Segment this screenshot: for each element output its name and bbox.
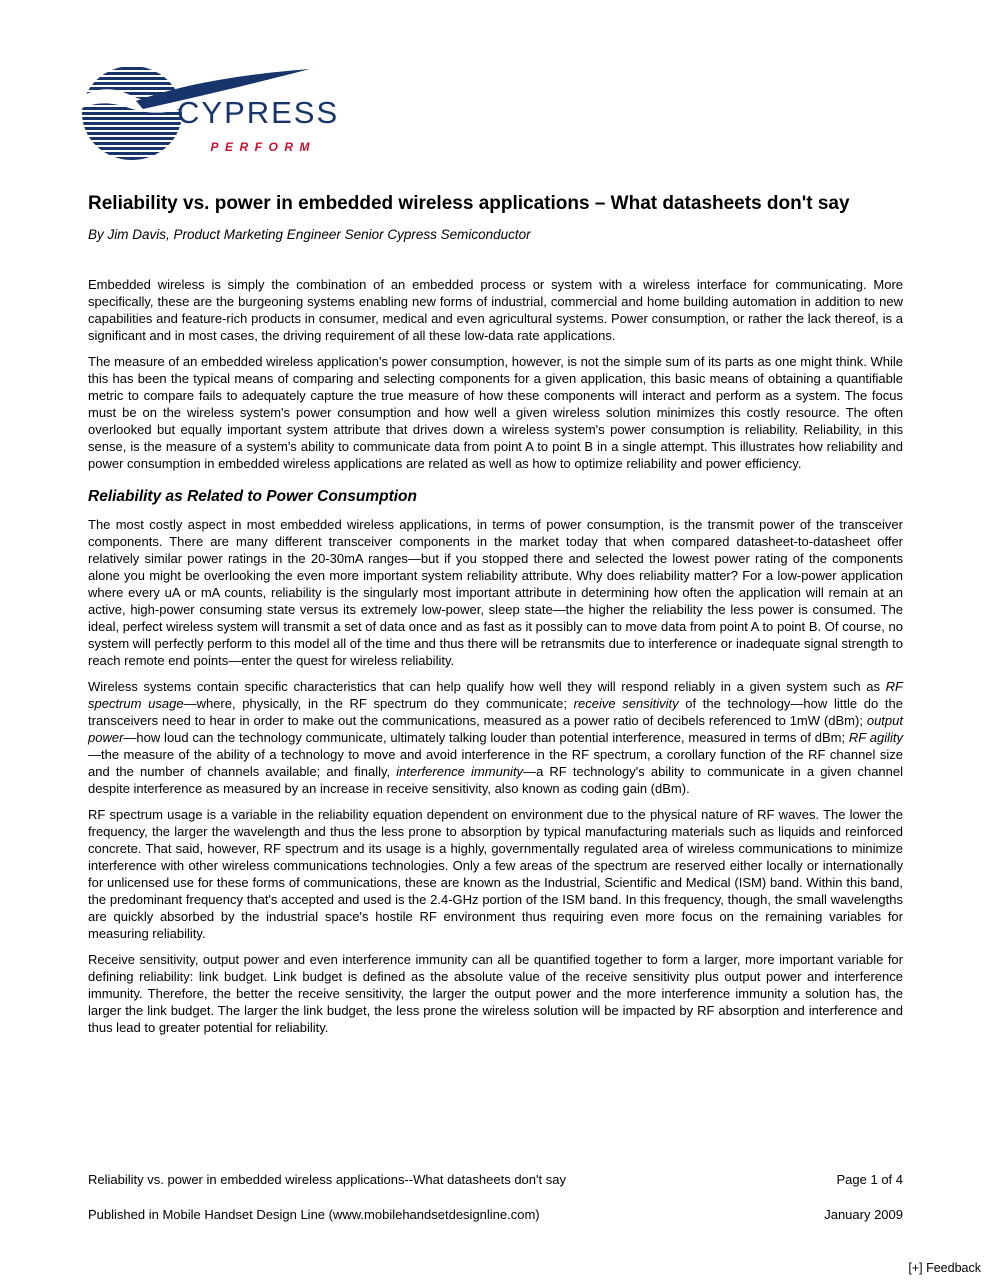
footer-doc-title: Reliability vs. power in embedded wireless applications--What datasheets don't say <box>88 1172 566 1187</box>
body-paragraph <box>88 276 903 344</box>
body-paragraph <box>88 353 903 472</box>
body-paragraph <box>88 951 903 1036</box>
paragraph-text: The measure of an embedded wireless application's power consumption, however, is not the simple sum of its parts as one might think. While this has been the typical means of comparing and selecting components for a given application, this basic means of obtaining a quantifiable metric to compare fails to adequately capture the true measure of how these components will interact and perform as a system. The focus must be on the wireless system's power consumption and how well a given wireless solution minimizes this costly resource. The often overlooked but equally important system attribute that drives down a wireless system's power consumption is reliability. Reliability, in this sense, is the measure of a system's ability to communicate data from point A to point B in a single attempt. This illustrates how reliability and power consumption in embedded wireless applications are related as well as how to optimize reliability and power efficiency. <box>88 354 903 471</box>
paragraph-text: of the technology—how little do the transceivers need to hear in order to make out the communications, measured as a power ratio of decibels referenced to 1mW (dBm); <box>88 696 903 728</box>
emphasized-term: receive sensitivity <box>573 696 679 711</box>
logo-brand-text: CYPRESS <box>177 95 340 130</box>
logo-tagline-text: PERFORM <box>210 140 316 154</box>
feedback-link[interactable]: [+] Feedback <box>908 1261 981 1275</box>
paragraph-text: —the measure of the ability of a technology to move and avoid interference in the RF spectrum, a corollary function of the RF channel size and the number of channels available; and finally, <box>88 747 903 779</box>
paragraph-text: The most costly aspect in most embedded wireless applications, in terms of power consumption, is the transmit power of the transceiver components. There are many different transceiver components in the market today that when compared datasheet-to-datasheet offer relatively similar power ratings in the 20-30mA ranges—but if you stopped there and selected the lowest power rating of the components alone you might be overlooking the even more important system reliability attribute. Why does reliability matter? For a low-power application where every uA or mA counts, reliability is the singularly most important attribute in determining how often the application will remain at an active, high-power consuming state versus its extremely low-power, sleep state—the higher the reliability the less power is consumed. The ideal, perfect wireless system will transmit a set of data once and as fast as it possibly can to move data from point A to point B. Of course, no system will perfectly perform to this model all of the time and thus there will be retransmits due to interference or inadequate signal strength to reach remote end points—enter the quest for wireless reliability. <box>88 517 903 668</box>
article-byline: By Jim Davis, Product Marketing Engineer Senior Cypress Semiconductor <box>88 227 531 242</box>
section-paragraphs <box>88 516 903 1036</box>
footer-page-number: Page 1 of 4 <box>836 1172 903 1187</box>
paragraph-text: RF spectrum usage is a variable in the reliability equation dependent on environment due to the physical nature of RF waves. The lower the frequency, the larger the wavelength and thus the less prone to absorption by typical manufacturing materials such as liquids and reinforced concrete. That said, however, RF spectrum and its usage is a highly, governmentally regulated area of wireless communications to minimize interference with other wireless communications technologies. Only a few areas of the spectrum are reserved either locally or internationally for unlicensed use for these forms of communications, these are known as the Industrial, Scientific and Medical (ISM) band. Within this band, the predominant frequency that's accepted and used is the 2.4-GHz portion of the ISM band. In this frequency, though, the small wavelengths are quickly absorbed by the industrial space's hostile RF environment thus requiring even more focus on the remaining variables for measuring reliability. <box>88 807 903 941</box>
emphasized-term: RF spectrum usage <box>88 679 903 711</box>
emphasized-term: RF agility <box>848 730 903 745</box>
paragraph-text: —where, physically, in the RF spectrum do they communicate; <box>183 696 574 711</box>
footer-published-in: Published in Mobile Handset Design Line (www.mobilehandsetdesignline.com) <box>88 1207 540 1222</box>
section-heading: Reliability as Related to Power Consumption <box>88 488 417 505</box>
paragraph-text: Receive sensitivity, output power and even interference immunity can all be quantified together to form a larger, more important variable for defining reliability: link budget. Link budget is defined as the absolute value of the receive sensitivity plus output power and interference immunity. Therefore, the better the receive sensitivity, the larger the output power and the more interference immunity a solution has, the larger the link budget. The larger the link budget, the less prone the wireless solution will be impacted by RF absorption and interference and thus lead to greater potential for reliability. <box>88 952 903 1035</box>
footer-line-2 <box>88 1207 903 1222</box>
body-paragraph <box>88 806 903 942</box>
emphasized-term: interference immunity <box>396 764 524 779</box>
body-paragraph <box>88 516 903 669</box>
article-title: Reliability vs. power in embedded wireless applications – What datasheets don't say <box>88 193 850 214</box>
body-paragraph <box>88 678 903 797</box>
article <box>88 192 903 1045</box>
paragraph-text: —a RF technology's ability to communicate in a given channel despite interference as measured by an increase in receive sensitivity, also known as coding gain (dBm). <box>88 764 903 796</box>
intro-paragraphs <box>88 276 903 472</box>
paragraph-text: Embedded wireless is simply the combination of an embedded process or system with a wireless interface for communicating. More specifically, these are the burgeoning systems enabling new forms of industrial, commercial and home building automation in addition to new capabilities and feature-rich products in consumer, medical and even agricultural systems. Power consumption, or rather the lack thereof, is a significant and in most cases, the driving requirement of all these low-data rate applications. <box>88 277 903 343</box>
footer-date: January 2009 <box>824 1207 903 1222</box>
paragraph-text: —how loud can the technology communicate, ultimately talking louder than potential interference, measured in terms of dBm; <box>123 730 849 745</box>
emphasized-term: output power <box>88 713 903 745</box>
footer-line-1 <box>88 1172 903 1187</box>
paragraph-text: Wireless systems contain specific characteristics that can help qualify how well they will respond reliably in a given system such as <box>88 679 886 694</box>
cypress-logo <box>80 62 340 164</box>
